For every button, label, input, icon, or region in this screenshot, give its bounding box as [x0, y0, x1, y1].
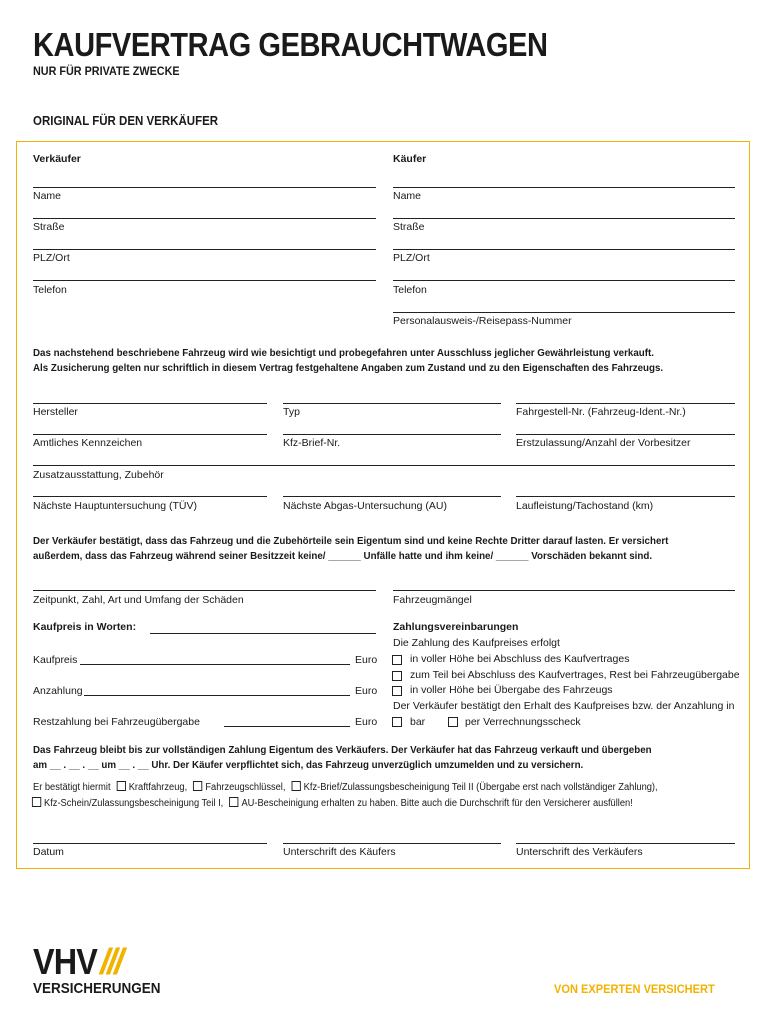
- deposit-label: Anzahlung: [33, 685, 83, 697]
- damage-details-field[interactable]: [33, 590, 376, 591]
- ownership-line-2: außerdem, dass das Fahrzeug während seiner Besitzzeit keine/ ______ Unfälle hatte und ihm keine/ ______ Vorschäden bekannt sind.: [33, 550, 653, 562]
- seller-name-label: Name: [33, 190, 62, 202]
- price-in-words-label: Kaufpreis in Worten:: [33, 621, 137, 633]
- payment-option-2-label: zum Teil bei Abschluss des Kaufvertrages, Rest bei Fahrzeugübergabe: [410, 669, 740, 681]
- date-field[interactable]: [33, 843, 267, 844]
- seller-zip-label: PLZ/Ort: [33, 252, 70, 264]
- retention-line-2: am __ . __ . __ um __ . __ Uhr. Der Käufer verpflichtet sich, das Fahrzeug unverzüglich umzumelden und zu versichern.: [33, 759, 584, 771]
- buyer-heading: Käufer: [393, 153, 427, 165]
- inspection-field[interactable]: [33, 496, 267, 497]
- defects-label: Fahrzeugmängel: [393, 594, 472, 606]
- buyer-signature-label: Unterschrift des Käufers: [283, 846, 396, 858]
- inspection-label: Nächste Hauptuntersuchung (TÜV): [33, 500, 197, 512]
- type-field[interactable]: [283, 403, 501, 404]
- remaining-label: Restzahlung bei Fahrzeugübergabe: [33, 716, 200, 728]
- equipment-label: Zusatzausstattung, Zubehör: [33, 469, 164, 481]
- vin-label: Fahrgestell-Nr. (Fahrzeug-Ident.-Nr.): [516, 406, 686, 418]
- receipt-line-2: [31, 796, 633, 812]
- payment-heading: Zahlungsvereinbarungen: [393, 621, 519, 633]
- price-label: Kaufpreis: [33, 654, 78, 666]
- seller-signature-label: Unterschrift des Verkäufers: [516, 846, 643, 858]
- vhv-logo-slashes: ///: [100, 941, 122, 982]
- buyer-zip-label: PLZ/Ort: [393, 252, 430, 264]
- buyer-signature-field[interactable]: [283, 843, 501, 844]
- cash-checkbox[interactable]: [392, 717, 402, 727]
- plate-field[interactable]: [33, 434, 267, 435]
- payment-option-3-label: in voller Höhe bei Übergabe des Fahrzeugs: [410, 684, 613, 696]
- payment-receipt-label: Der Verkäufer bestätigt den Erhalt des Kaufpreises bzw. der Anzahlung in: [393, 700, 735, 712]
- seller-phone-label: Telefon: [33, 284, 67, 296]
- vhv-logo-subtitle: VERSICHERUNGEN: [33, 980, 161, 997]
- disclaimer-line-2: Als Zusicherung gelten nur schriftlich in diesem Vertrag festgehaltene Angaben zum Zustand und zu den Eigenschaften des Fahrzeugs.: [33, 362, 664, 374]
- emissions-cert-item-label: AU-Bescheinigung erhalten zu haben. Bitte auch die Durchschrift für den Versicherer ausfüllen!: [241, 798, 633, 809]
- seller-signature-field[interactable]: [516, 843, 735, 844]
- remaining-field[interactable]: [224, 726, 350, 727]
- first-registration-field[interactable]: [516, 434, 735, 435]
- buyer-street-label: Straße: [393, 221, 425, 233]
- payment-option-1-checkbox[interactable]: [392, 655, 402, 665]
- slogan: VON EXPERTEN VERSICHERT: [554, 982, 715, 996]
- type-label: Typ: [283, 406, 300, 418]
- seller-street-label: Straße: [33, 221, 65, 233]
- cash-label: bar: [410, 716, 426, 728]
- vehicle-item-label: Kraftfahrzeug,: [128, 782, 188, 793]
- registration-doc-label: Kfz-Brief-Nr.: [283, 437, 341, 449]
- damage-details-label: Zeitpunkt, Zahl, Art und Umfang der Schäden: [33, 594, 244, 606]
- buyer-name-field[interactable]: [393, 187, 735, 188]
- emissions-field[interactable]: [283, 496, 501, 497]
- title-doc-item-label: Kfz-Brief/Zulassungsbescheinigung Teil II (Übergabe erst nach vollständiger Zahlung),: [303, 782, 658, 793]
- vin-field[interactable]: [516, 403, 735, 404]
- price-in-words-field[interactable]: [150, 633, 376, 634]
- registration-cert-item-label: Kfz-Schein/Zulassungsbescheinigung Teil I,: [44, 798, 224, 809]
- title-doc-checkbox[interactable]: [292, 781, 301, 791]
- registration-doc-field[interactable]: [283, 434, 501, 435]
- payment-option-3-checkbox[interactable]: [392, 686, 402, 696]
- disclaimer-line-1: Das nachstehend beschriebene Fahrzeug wird wie besichtigt und probegefahren unter Ausschluss jeglicher Gewährleistung verkauft.: [33, 347, 654, 359]
- retention-line-1: Das Fahrzeug bleibt bis zur vollständigen Zahlung Eigentum des Verkäufers. Der Verkäufer hat das Fahrzeug verkauft und übergeben: [33, 744, 652, 756]
- vhv-logo: VHV: [33, 941, 97, 982]
- receipt-intro: Er bestätigt hiermit: [33, 782, 111, 793]
- page-title: KAUFVERTRAG GEBRAUCHTWAGEN: [33, 26, 548, 63]
- copy-type-label: ORIGINAL FÜR DEN VERKÄUFER: [33, 114, 219, 128]
- seller-name-field[interactable]: [33, 187, 376, 188]
- manufacturer-field[interactable]: [33, 403, 267, 404]
- payment-option-2-checkbox[interactable]: [392, 671, 402, 681]
- remaining-currency: Euro: [355, 716, 378, 728]
- keys-checkbox[interactable]: [193, 781, 202, 791]
- buyer-id-field[interactable]: [393, 312, 735, 313]
- keys-item-label: Fahrzeugschlüssel,: [205, 782, 286, 793]
- seller-zip-field[interactable]: [33, 249, 376, 250]
- defects-field[interactable]: [393, 590, 735, 591]
- emissions-cert-checkbox[interactable]: [229, 797, 238, 807]
- mileage-field[interactable]: [516, 496, 735, 497]
- cheque-label: per Verrechnungsscheck: [465, 716, 581, 728]
- seller-phone-field[interactable]: [33, 280, 376, 281]
- deposit-currency: Euro: [355, 685, 378, 697]
- ownership-line-1: Der Verkäufer bestätigt, dass das Fahrzeug und die Zubehörteile sein Eigentum sind und keine Rechte Dritter darauf lasten. Er versichert: [33, 535, 669, 547]
- seller-street-field[interactable]: [33, 218, 376, 219]
- mileage-label: Laufleistung/Tachostand (km): [516, 500, 654, 512]
- price-currency: Euro: [355, 654, 378, 666]
- vehicle-checkbox[interactable]: [117, 781, 126, 791]
- manufacturer-label: Hersteller: [33, 406, 78, 418]
- price-field[interactable]: [80, 664, 350, 665]
- buyer-phone-field[interactable]: [393, 280, 735, 281]
- emissions-label: Nächste Abgas-Untersuchung (AU): [283, 500, 447, 512]
- payment-option-1-label: in voller Höhe bei Abschluss des Kaufvertrages: [410, 653, 630, 665]
- registration-cert-checkbox[interactable]: [32, 797, 41, 807]
- equipment-field[interactable]: [33, 465, 735, 466]
- receipt-line-1: [33, 780, 658, 796]
- payment-intro: Die Zahlung des Kaufpreises erfolgt: [393, 637, 560, 649]
- buyer-zip-field[interactable]: [393, 249, 735, 250]
- buyer-street-field[interactable]: [393, 218, 735, 219]
- buyer-phone-label: Telefon: [393, 284, 427, 296]
- page-subtitle: NUR FÜR PRIVATE ZWECKE: [33, 64, 180, 78]
- first-registration-label: Erstzulassung/Anzahl der Vorbesitzer: [516, 437, 691, 449]
- seller-heading: Verkäufer: [33, 153, 81, 165]
- deposit-field[interactable]: [84, 695, 350, 696]
- plate-label: Amtliches Kennzeichen: [33, 437, 143, 449]
- buyer-id-label: Personalausweis-/Reisepass-Nummer: [393, 315, 572, 327]
- date-label: Datum: [33, 846, 64, 858]
- cheque-checkbox[interactable]: [448, 717, 458, 727]
- buyer-name-label: Name: [393, 190, 422, 202]
